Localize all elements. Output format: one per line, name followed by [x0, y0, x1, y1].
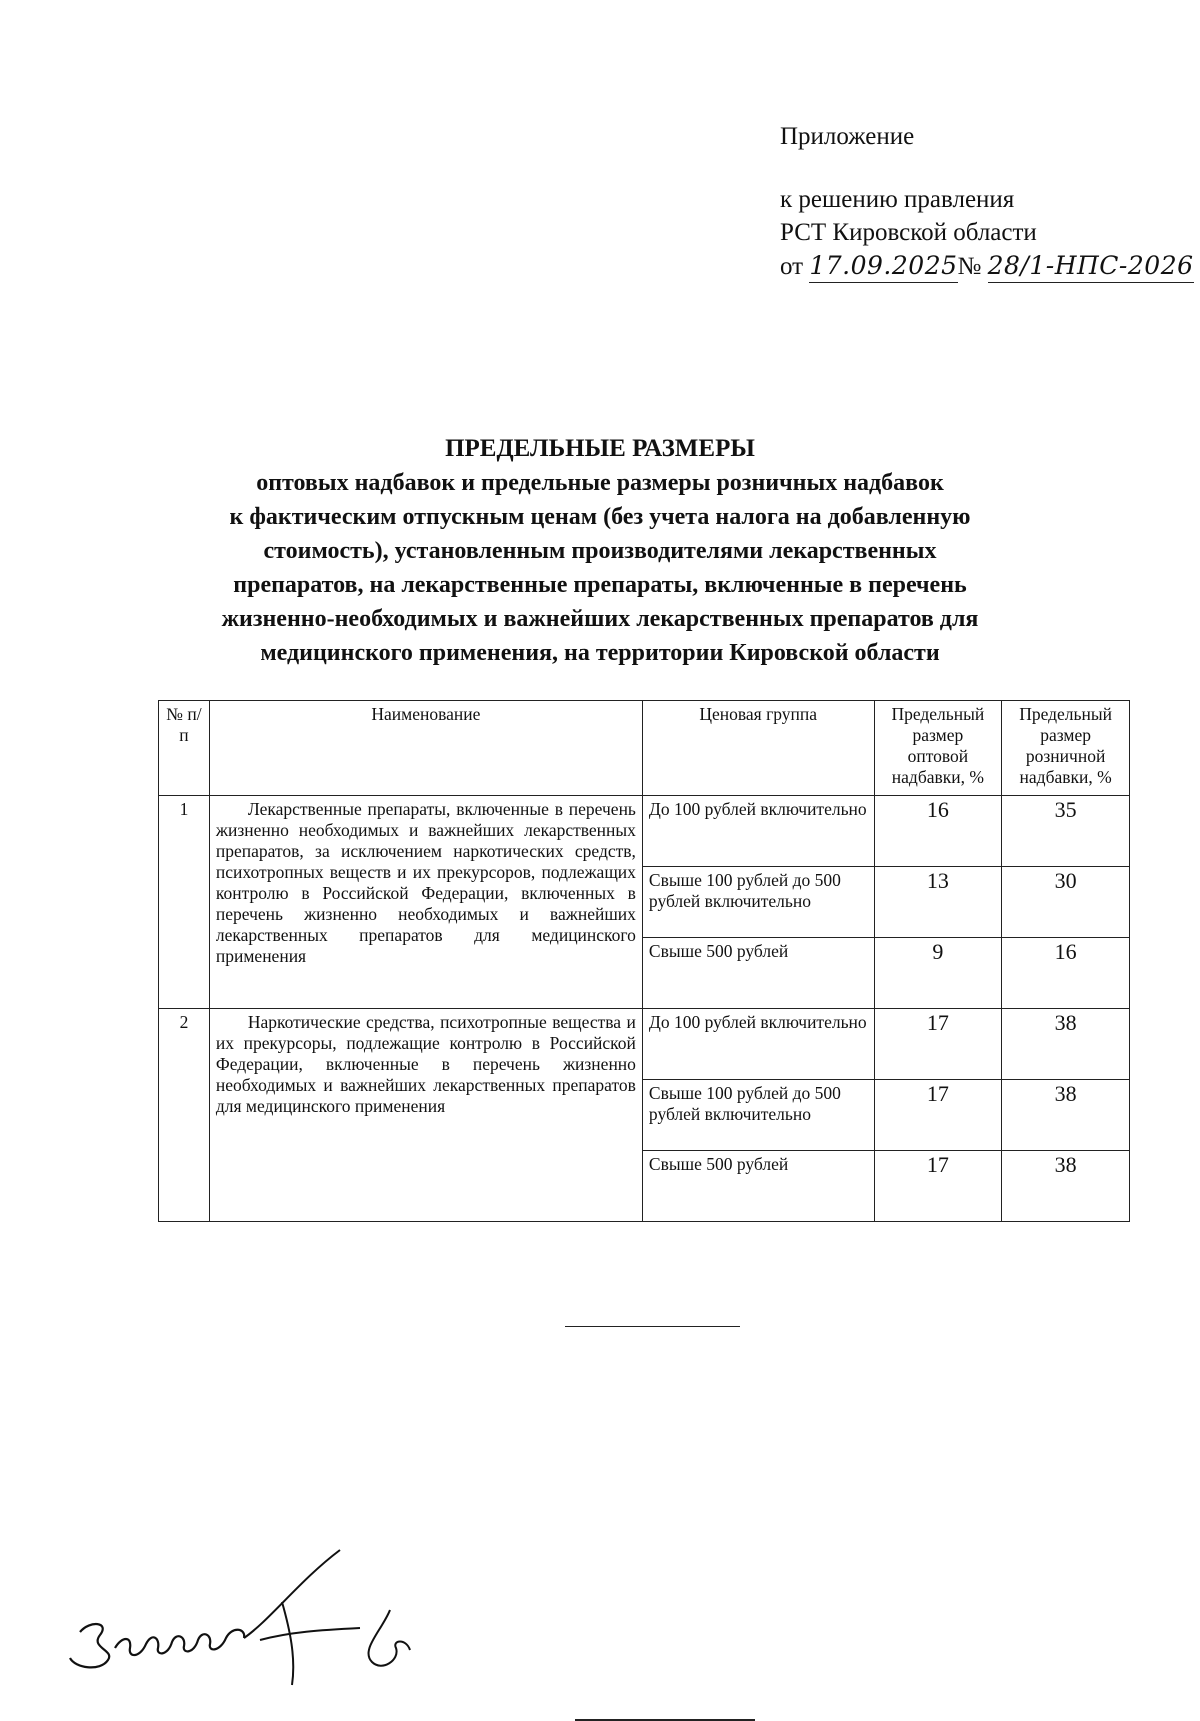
heading-line-5: жизненно-необходимых и важнейших лекарственных препаратов для [221, 606, 979, 632]
spacer [780, 153, 1194, 183]
appendix-line-decision: к решению правления [780, 186, 1015, 213]
decision-number: 28/1-НПС-2026 [988, 249, 1194, 283]
retail-value: 35 [1002, 796, 1130, 867]
heading-line-1: оптовых надбавок и предельные размеры розничных надбавок [256, 470, 944, 496]
retail-value: 38 [1002, 1080, 1130, 1151]
wholesale-value: 16 [874, 796, 1002, 867]
markup-table [158, 700, 1130, 1222]
decision-date: 17.09.2025 [809, 249, 957, 283]
price-group: До 100 рублей включительно [642, 796, 874, 867]
retail-value: 38 [1002, 1009, 1130, 1080]
price-group: Свыше 500 рублей [642, 1151, 874, 1222]
row-name [209, 1009, 642, 1222]
document-heading [150, 432, 1050, 670]
appendix-title: Приложение [780, 123, 915, 150]
row-name-text: Наркотические средства, психотропные вещества и их прекурсоры, подлежащие контролю в Российской Федерации, включенные в перечень жизненно необходимых и важнейших лекарственных препаратов для медицинского применения [215, 1012, 636, 1116]
wholesale-value: 17 [874, 1080, 1002, 1151]
row-name [209, 796, 642, 1009]
heading-line-6: медицинского применения, на территории Кировской области [260, 640, 940, 666]
header-price-group: Ценовая группа [642, 701, 874, 796]
table-row [159, 796, 1130, 867]
heading-line-4: препаратов, на лекарственные препараты, включенные в перечень [233, 572, 967, 598]
row-number: 1 [159, 796, 210, 1009]
appendix-line-authority: РСТ Кировской области [780, 219, 1037, 246]
retail-value: 16 [1002, 938, 1130, 1009]
wholesale-value: 17 [874, 1009, 1002, 1080]
closing-divider [565, 1326, 740, 1327]
price-group: Свыше 500 рублей [642, 938, 874, 1009]
retail-value: 30 [1002, 867, 1130, 938]
wholesale-value: 17 [874, 1151, 1002, 1222]
retail-value: 38 [1002, 1151, 1130, 1222]
header-name: Наименование [209, 701, 642, 796]
wholesale-value: 13 [874, 867, 1002, 938]
price-group: Свыше 100 рублей до 500 рублей включительно [642, 1080, 874, 1151]
heading-main: ПРЕДЕЛЬНЫЕ РАЗМЕРЫ [445, 435, 755, 462]
heading-line-2: к фактическим отпускным ценам (без учета налога на добавленную [229, 504, 971, 530]
appendix-date-line [780, 249, 1194, 283]
from-label: от [780, 253, 804, 280]
row-name-text: Лекарственные препараты, включенные в перечень жизненно необходимых и важнейших лекарственных препаратов, за исключением наркотических средств, психотропных веществ и их прекурсоров, подлежащих контролю в Российской Федерации, включенных в перечень жизненно необходимых и важнейших лекарственных препаратов для медицинского применения [215, 799, 636, 966]
price-group: Свыше 100 рублей до 500 рублей включительно [642, 867, 874, 938]
header-num: № п/п [159, 701, 210, 796]
number-label: № [957, 253, 982, 280]
header-wholesale: Предельный размер оптовой надбавки, % [874, 701, 1002, 796]
header-retail: Предельный размер розничной надбавки, % [1002, 701, 1130, 796]
row-number: 2 [159, 1009, 210, 1222]
table-header-row [159, 701, 1130, 796]
table-row [159, 1009, 1130, 1080]
heading-line-3: стоимость), установленным производителями лекарственных [263, 538, 937, 564]
price-group: До 100 рублей включительно [642, 1009, 874, 1080]
appendix-block [780, 120, 1194, 283]
handwritten-signature [60, 1540, 420, 1690]
wholesale-value: 9 [874, 938, 1002, 1009]
